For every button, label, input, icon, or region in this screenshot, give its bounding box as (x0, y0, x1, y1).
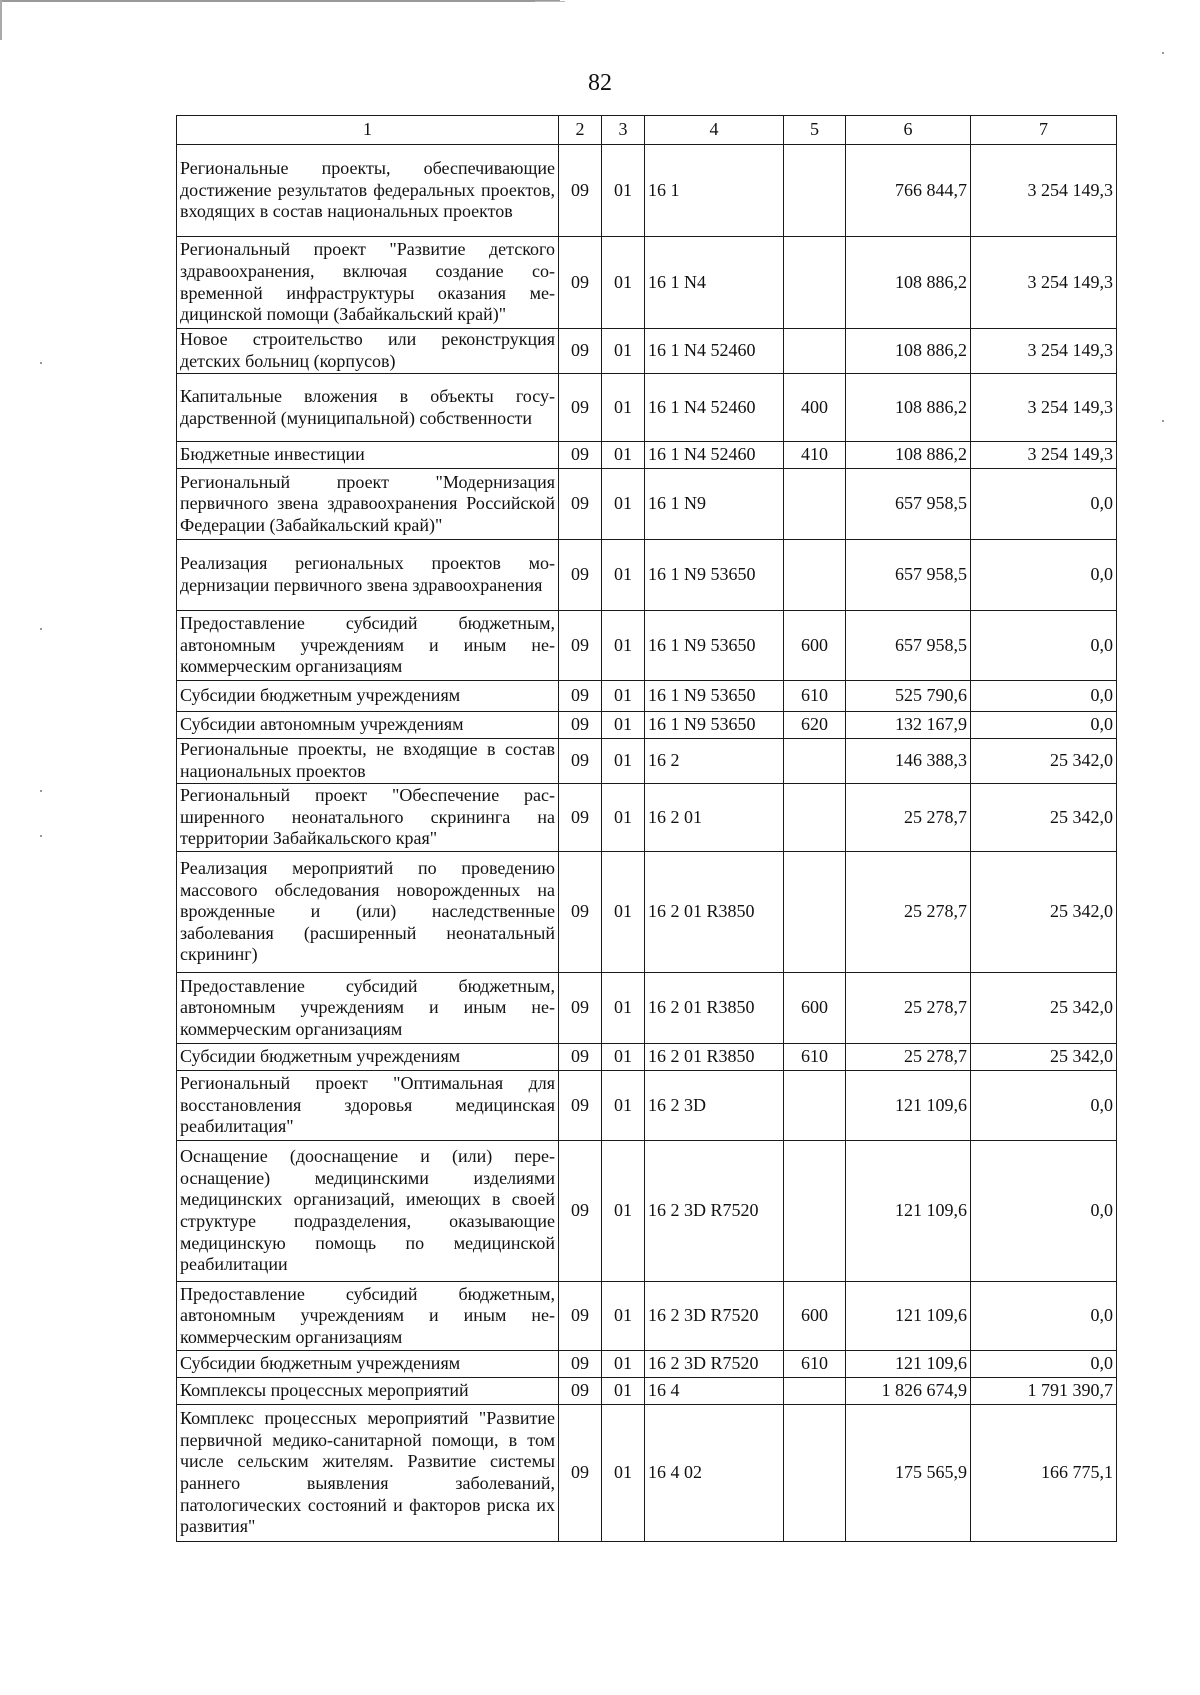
table-row (177, 329, 1117, 374)
row-description: Субсидии бюджетным учреждениям (177, 1044, 559, 1071)
row-amount-col6: 175 565,9 (846, 1405, 971, 1542)
row-expense-type (784, 469, 846, 540)
row-description: Региональный проект "Развитие детского здравоохранения, включая создание современной инфраструктуры оказания медицинской помощи (Забайкальский край)" (177, 237, 559, 329)
row-section: 09 (559, 469, 602, 540)
row-expense-type (784, 329, 846, 374)
table-row (177, 784, 1117, 852)
row-subsection: 01 (602, 1405, 645, 1542)
row-subsection: 01 (602, 611, 645, 681)
row-section: 09 (559, 1351, 602, 1378)
row-amount-col7: 0,0 (971, 1351, 1117, 1378)
row-amount-col7: 25 342,0 (971, 1044, 1117, 1071)
row-target-code: 16 2 01 R3850 (645, 1044, 784, 1071)
row-description: Региональный проект "Модернизация первичного звена здравоохранения Российской Федерации (Забайкальский край)" (177, 469, 559, 540)
row-description: Новое строительство или реконструкция детских больниц (корпусов) (177, 329, 559, 374)
row-expense-type (784, 1071, 846, 1141)
row-expense-type (784, 237, 846, 329)
table-row (177, 145, 1117, 237)
table-row (177, 1378, 1117, 1405)
row-expense-type: 610 (784, 1351, 846, 1378)
row-section: 09 (559, 1378, 602, 1405)
column-header: 4 (645, 116, 784, 145)
table-row (177, 469, 1117, 540)
row-section: 09 (559, 329, 602, 374)
row-subsection: 01 (602, 442, 645, 469)
row-section: 09 (559, 739, 602, 784)
budget-table (176, 115, 1117, 1542)
row-target-code: 16 1 N9 53650 (645, 611, 784, 681)
row-target-code: 16 1 N9 53650 (645, 712, 784, 739)
row-target-code: 16 1 N9 53650 (645, 681, 784, 712)
scan-edge-left (0, 0, 2, 40)
table-row (177, 540, 1117, 611)
row-amount-col7: 166 775,1 (971, 1405, 1117, 1542)
row-amount-col6: 108 886,2 (846, 442, 971, 469)
row-subsection: 01 (602, 784, 645, 852)
row-section: 09 (559, 681, 602, 712)
table-row (177, 1044, 1117, 1071)
row-description: Субсидии бюджетным учреждениям (177, 1351, 559, 1378)
table-row (177, 1141, 1117, 1282)
column-header: 5 (784, 116, 846, 145)
header-row (177, 116, 1117, 145)
row-amount-col6: 525 790,6 (846, 681, 971, 712)
row-section: 09 (559, 1044, 602, 1071)
row-description: Реализация мероприятий по проведению массового обследования новорожденных на врожденные и (или) наследственные заболевания (расширенный неонатальный скрининг) (177, 852, 559, 973)
row-description: Капитальные вложения в объекты государственной (муниципальной) собственности (177, 374, 559, 442)
row-subsection: 01 (602, 852, 645, 973)
row-expense-type: 400 (784, 374, 846, 442)
row-amount-col6: 657 958,5 (846, 611, 971, 681)
row-subsection: 01 (602, 374, 645, 442)
column-header: 1 (177, 116, 559, 145)
row-expense-type (784, 852, 846, 973)
row-description: Субсидии бюджетным учреждениям (177, 681, 559, 712)
row-amount-col6: 25 278,7 (846, 852, 971, 973)
row-description: Оснащение (дооснащение и (или) переоснащение) медицинскими изделиями медицинских организаций, имеющих в своей структуре подразделения, оказывающие медицинскую помощь по медицинской реабилитации (177, 1141, 559, 1282)
row-expense-type: 610 (784, 681, 846, 712)
row-description: Региональный проект "Обеспечение расширенного неонатального скрининга на территории Забайкальского края" (177, 784, 559, 852)
row-amount-col7: 25 342,0 (971, 852, 1117, 973)
row-amount-col6: 657 958,5 (846, 469, 971, 540)
row-amount-col7: 0,0 (971, 1282, 1117, 1351)
row-section: 09 (559, 852, 602, 973)
scan-speck (1162, 52, 1164, 54)
row-expense-type (784, 540, 846, 611)
row-amount-col7: 0,0 (971, 1071, 1117, 1141)
row-amount-col7: 25 342,0 (971, 973, 1117, 1044)
row-subsection: 01 (602, 1378, 645, 1405)
table-row (177, 852, 1117, 973)
row-amount-col7: 3 254 149,3 (971, 145, 1117, 237)
table-row (177, 611, 1117, 681)
row-section: 09 (559, 611, 602, 681)
row-expense-type (784, 1405, 846, 1542)
column-header: 3 (602, 116, 645, 145)
row-amount-col7: 3 254 149,3 (971, 237, 1117, 329)
row-target-code: 16 2 3D R7520 (645, 1282, 784, 1351)
row-target-code: 16 1 N9 (645, 469, 784, 540)
row-amount-col6: 121 109,6 (846, 1282, 971, 1351)
row-subsection: 01 (602, 1351, 645, 1378)
row-expense-type: 410 (784, 442, 846, 469)
row-section: 09 (559, 1071, 602, 1141)
row-amount-col6: 108 886,2 (846, 374, 971, 442)
row-subsection: 01 (602, 329, 645, 374)
row-expense-type (784, 784, 846, 852)
row-subsection: 01 (602, 1071, 645, 1141)
scan-speck (40, 790, 42, 792)
row-target-code: 16 1 N4 52460 (645, 329, 784, 374)
row-description: Региональные проекты, обеспечивающие достижение результатов федеральных проектов, входящих в состав национальных проектов (177, 145, 559, 237)
row-subsection: 01 (602, 1282, 645, 1351)
table-row (177, 1282, 1117, 1351)
row-expense-type: 600 (784, 973, 846, 1044)
table-row (177, 681, 1117, 712)
table-row (177, 712, 1117, 739)
row-amount-col7: 0,0 (971, 611, 1117, 681)
row-target-code: 16 2 (645, 739, 784, 784)
row-amount-col7: 25 342,0 (971, 739, 1117, 784)
row-target-code: 16 1 N4 (645, 237, 784, 329)
row-target-code: 16 4 02 (645, 1405, 784, 1542)
row-amount-col7: 1 791 390,7 (971, 1378, 1117, 1405)
table-row (177, 1071, 1117, 1141)
row-amount-col6: 121 109,6 (846, 1141, 971, 1282)
row-subsection: 01 (602, 973, 645, 1044)
row-expense-type: 600 (784, 611, 846, 681)
row-section: 09 (559, 1405, 602, 1542)
row-expense-type (784, 145, 846, 237)
table-row (177, 237, 1117, 329)
row-target-code: 16 2 01 R3850 (645, 852, 784, 973)
row-amount-col7: 3 254 149,3 (971, 374, 1117, 442)
scan-speck (40, 628, 42, 630)
row-amount-col7: 0,0 (971, 540, 1117, 611)
row-amount-col6: 121 109,6 (846, 1351, 971, 1378)
row-description: Региональные проекты, не входящие в состав национальных проектов (177, 739, 559, 784)
row-amount-col7: 25 342,0 (971, 784, 1117, 852)
row-amount-col6: 132 167,9 (846, 712, 971, 739)
table-row (177, 374, 1117, 442)
row-target-code: 16 1 N9 53650 (645, 540, 784, 611)
row-section: 09 (559, 784, 602, 852)
row-target-code: 16 1 N4 52460 (645, 442, 784, 469)
table-row (177, 739, 1117, 784)
column-header: 6 (846, 116, 971, 145)
row-target-code: 16 1 (645, 145, 784, 237)
row-target-code: 16 2 01 R3850 (645, 973, 784, 1044)
row-target-code: 16 4 (645, 1378, 784, 1405)
row-target-code: 16 2 3D R7520 (645, 1141, 784, 1282)
page-number: 82 (588, 70, 612, 96)
row-subsection: 01 (602, 469, 645, 540)
row-target-code: 16 2 01 (645, 784, 784, 852)
row-description: Региональный проект "Оптимальная для восстановления здоровья медицинская реабилитация" (177, 1071, 559, 1141)
row-amount-col6: 146 388,3 (846, 739, 971, 784)
row-subsection: 01 (602, 681, 645, 712)
scan-speck (40, 835, 42, 837)
row-expense-type: 620 (784, 712, 846, 739)
row-amount-col6: 25 278,7 (846, 1044, 971, 1071)
row-amount-col7: 0,0 (971, 681, 1117, 712)
row-amount-col6: 657 958,5 (846, 540, 971, 611)
row-amount-col7: 0,0 (971, 469, 1117, 540)
row-subsection: 01 (602, 739, 645, 784)
row-expense-type (784, 739, 846, 784)
row-subsection: 01 (602, 1141, 645, 1282)
row-amount-col7: 3 254 149,3 (971, 442, 1117, 469)
row-target-code: 16 2 3D R7520 (645, 1351, 784, 1378)
row-description: Предоставление субсидий бюджетным, автономным учреждениям и иным некоммерческим организациям (177, 1282, 559, 1351)
row-amount-col6: 108 886,2 (846, 237, 971, 329)
row-amount-col6: 108 886,2 (846, 329, 971, 374)
table-row (177, 1351, 1117, 1378)
row-amount-col6: 25 278,7 (846, 973, 971, 1044)
row-section: 09 (559, 1141, 602, 1282)
scan-speck (1162, 420, 1164, 422)
scan-edge-top (0, 0, 560, 2)
row-target-code: 16 2 3D (645, 1071, 784, 1141)
row-description: Комплекс процессных мероприятий "Развитие первичной медико-санитарной помощи, в том числе сельским жителям. Развитие системы раннего выявления заболеваний, патологических состояний и факторов риска их развития" (177, 1405, 559, 1542)
row-amount-col6: 121 109,6 (846, 1071, 971, 1141)
row-section: 09 (559, 1282, 602, 1351)
row-subsection: 01 (602, 1044, 645, 1071)
row-subsection: 01 (602, 237, 645, 329)
row-section: 09 (559, 442, 602, 469)
row-subsection: 01 (602, 712, 645, 739)
row-amount-col7: 3 254 149,3 (971, 329, 1117, 374)
row-target-code: 16 1 N4 52460 (645, 374, 784, 442)
row-section: 09 (559, 374, 602, 442)
scan-speck (40, 362, 42, 364)
scan-edge-top-fragment (535, 1, 565, 2)
row-description: Предоставление субсидий бюджетным, автономным учреждениям и иным некоммерческим организациям (177, 611, 559, 681)
row-description: Бюджетные инвестиции (177, 442, 559, 469)
row-subsection: 01 (602, 540, 645, 611)
row-section: 09 (559, 712, 602, 739)
row-expense-type: 600 (784, 1282, 846, 1351)
row-section: 09 (559, 237, 602, 329)
row-section: 09 (559, 145, 602, 237)
table-row (177, 442, 1117, 469)
row-expense-type (784, 1378, 846, 1405)
row-section: 09 (559, 540, 602, 611)
row-description: Реализация региональных проектов модернизации первичного звена здравоохранения (177, 540, 559, 611)
row-amount-col7: 0,0 (971, 712, 1117, 739)
column-header: 2 (559, 116, 602, 145)
row-subsection: 01 (602, 145, 645, 237)
table-row (177, 1405, 1117, 1542)
row-description: Предоставление субсидий бюджетным, автономным учреждениям и иным некоммерческим организациям (177, 973, 559, 1044)
row-amount-col7: 0,0 (971, 1141, 1117, 1282)
row-expense-type: 610 (784, 1044, 846, 1071)
row-expense-type (784, 1141, 846, 1282)
column-header: 7 (971, 116, 1117, 145)
row-amount-col6: 766 844,7 (846, 145, 971, 237)
row-section: 09 (559, 973, 602, 1044)
row-description: Субсидии автономным учреждениям (177, 712, 559, 739)
row-amount-col6: 25 278,7 (846, 784, 971, 852)
row-amount-col6: 1 826 674,9 (846, 1378, 971, 1405)
row-description: Комплексы процессных мероприятий (177, 1378, 559, 1405)
table-row (177, 973, 1117, 1044)
